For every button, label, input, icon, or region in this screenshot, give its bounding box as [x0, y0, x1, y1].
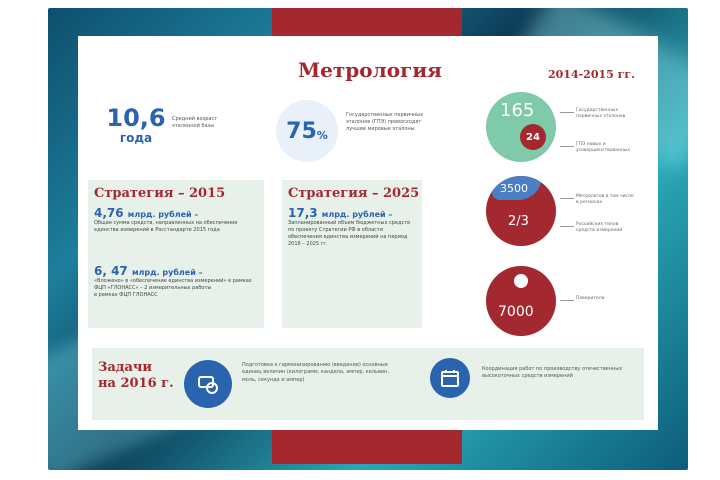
tasks-title-line2: на 2016 г. — [98, 375, 174, 391]
etalons-unit: % — [316, 128, 328, 142]
new-etalons-label: ГПЭ новых и усовершенствованных — [576, 142, 636, 154]
strategy-2025-text: Запланированный объем бюджетных средств по проекту Стратегии РФ в области обеспечения единства измерений на период 2016 – 2025 гг. — [288, 220, 411, 247]
task1-text: Подготовка к гармонизированию (введение) основные единиц величин (килограмм, кандела, ампер, кельвин, моль, секунда и ампер) — [242, 362, 390, 383]
etalons-value: 75 — [286, 118, 317, 144]
avg-age-value: 10,6 — [106, 104, 166, 132]
domestic-share-value: 2/3 — [508, 214, 529, 229]
new-etalons-circle — [520, 124, 546, 150]
tools-icon — [184, 360, 232, 408]
person-icon — [514, 274, 528, 288]
avg-age-stat — [104, 106, 168, 144]
page-title: Метрология — [298, 58, 442, 82]
bottom-red-tab — [272, 430, 462, 464]
strategy-2025-amount: 17,3 млрд. рублей – — [288, 206, 393, 220]
metrologists-value: 3500 — [500, 182, 528, 195]
verifiers-value: 7000 — [498, 304, 534, 320]
tasks-title — [98, 360, 174, 391]
calendar-icon — [430, 358, 470, 398]
period-label: 2014-2015 гг. — [548, 68, 635, 81]
new-etalons-value: 24 — [526, 131, 540, 143]
etalons-count-label: Государственных первичных эталонов — [576, 108, 636, 120]
etalons-description: Государственных первичных эталонов (ГПЭ) превосходят лучшие мировые эталоны — [346, 112, 424, 132]
metrologists-circle — [486, 176, 556, 246]
etalons-percent-circle — [276, 100, 338, 162]
strategy-2025-title: Стратегия – 2025 — [288, 186, 420, 201]
task2-text: Координация работ по производству отечественных высокоточных средств измерений — [482, 366, 623, 380]
strategy-2015-text1: Общая сумма средств, направленных на обеспечение единства измерений в Росcтандарте 2015 года — [94, 220, 238, 233]
strategy-2015-title: Стратегия – 2015 — [94, 186, 226, 201]
etalons-count-circle — [486, 92, 556, 162]
etalons-count-value: 165 — [500, 100, 535, 121]
tasks-2016-panel — [92, 348, 644, 420]
domestic-share-label: Российских типов средств измерений — [576, 222, 636, 234]
tasks-title-line1: Задачи — [98, 360, 153, 375]
strategy-2015-text2: «Вложено» в «обеспечение единства измерений» в рамках ФЦП «ГЛОНАСС» – 2 измерительных работы — [94, 278, 252, 291]
verifiers-circle — [486, 266, 556, 336]
avg-age-description: Средний возраст эталонной базы — [172, 116, 218, 129]
strategy-2025-panel — [282, 180, 422, 328]
avg-age-unit: года — [119, 131, 153, 145]
strategy-2015-amount2: 6, 47 млрд. рублей – — [94, 264, 203, 278]
verifiers-label: Поверители — [576, 296, 616, 302]
metrologists-label: Метрологов в том числе в регионах — [576, 194, 636, 206]
strategy-2015-panel — [88, 180, 264, 328]
strategy-2015-amount1: 4,76 млрд. рублей – — [94, 206, 199, 220]
strategy-2015-text3: в рамках ФЦП ГЛОНАСС — [94, 292, 158, 298]
